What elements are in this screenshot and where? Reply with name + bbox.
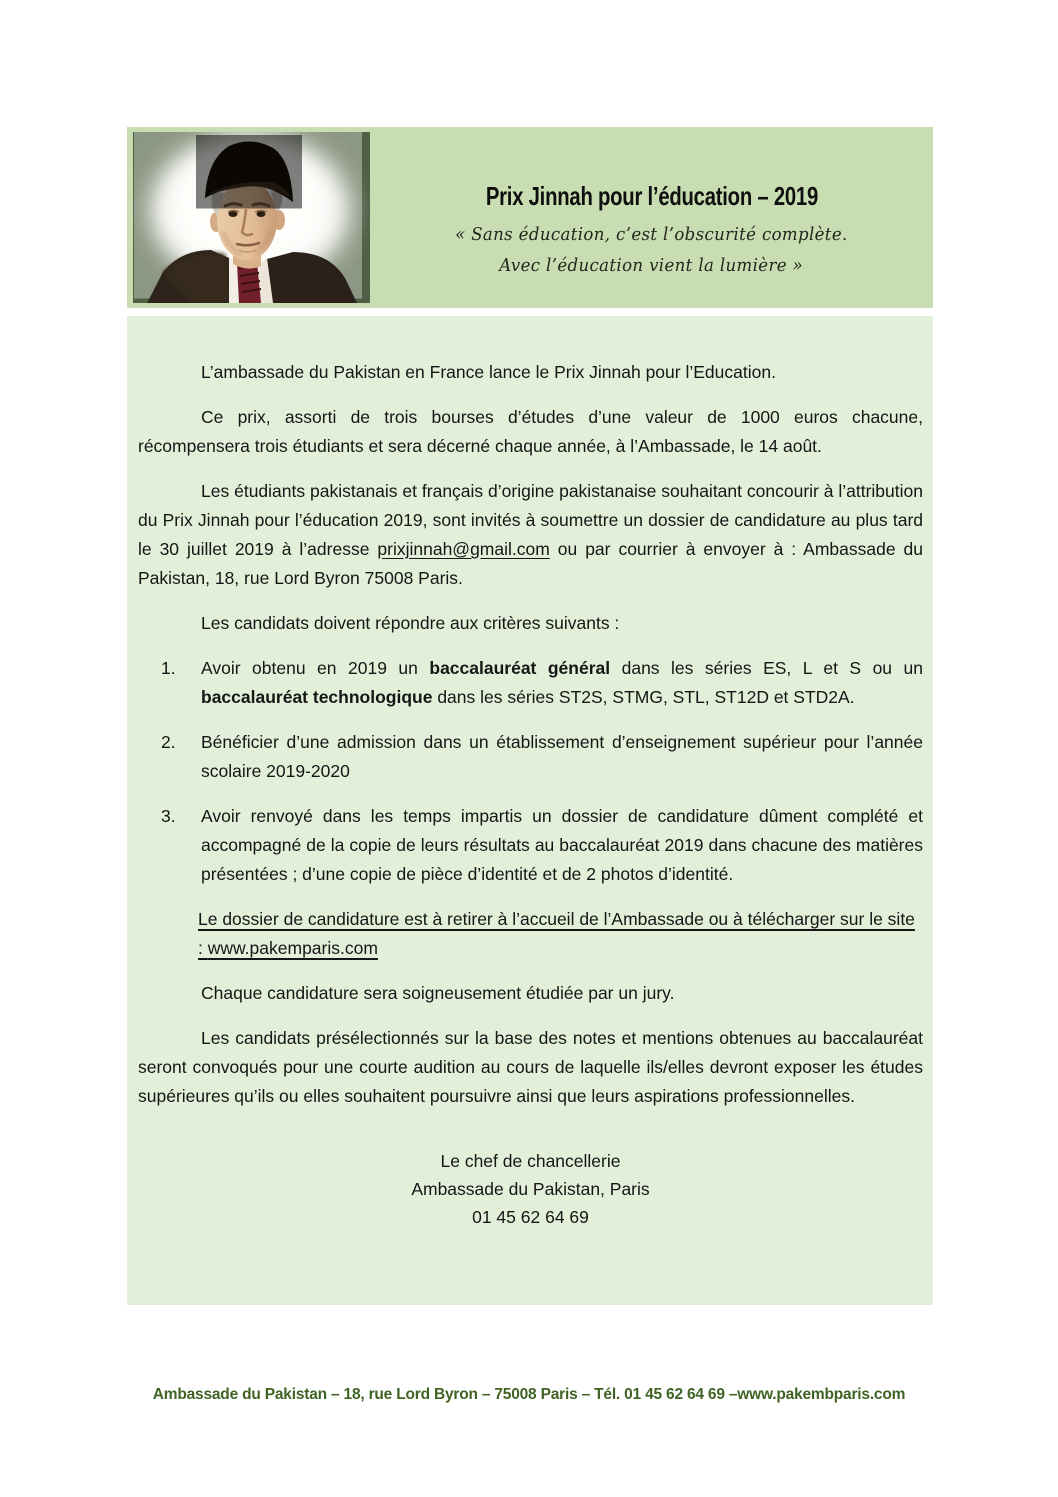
signature-title: Le chef de chancellerie (440, 1151, 621, 1171)
jinnah-portrait-image (133, 132, 370, 303)
dossier-note-text: Le dossier de candidature est à retirer à l’accueil de l’Ambassade ou à télécharger sur le site : (198, 909, 915, 958)
signature-phone: 01 45 62 64 69 (472, 1207, 589, 1227)
list-item-1-text-3: dans les séries ST2S, STMG, STL, ST12D et STD2A. (432, 687, 855, 707)
paragraph-jury: Chaque candidature sera soigneusement étudiée par un jury. (201, 983, 675, 1003)
footer-contact-line: Ambassade du Pakistan – 18, rue Lord Byron – 75008 Paris – Tél. 01 45 62 64 69 –www.pakembparis.com (152, 1386, 906, 1403)
paragraph-eligibility (138, 477, 923, 593)
list-item-1-text: Avoir obtenu en 2019 un (201, 658, 430, 678)
dossier-note (198, 905, 923, 963)
list-item-2 (161, 728, 923, 786)
paragraph-intro: L’ambassade du Pakistan en France lance le Prix Jinnah pour l’Education. (201, 362, 776, 382)
quote-line-1: « Sans éducation, c’est l’obscurité complète. (455, 224, 848, 245)
paragraph-criteria-intro: Les candidats doivent répondre aux critères suivants : (201, 613, 620, 633)
list-item-1-text-2: dans les séries ES, L et S ou un (610, 658, 923, 678)
list-marker-1: 1. (161, 658, 176, 678)
paragraph-prize: Ce prix, assorti de trois bourses d’études d’une valeur de 1000 euros chacune, récompensera trois étudiants et sera décerné chaque année, à l’Ambassade, le 14 août. (138, 407, 923, 456)
document-title: Prix Jinnah pour l’éducation – 2019 (485, 181, 818, 211)
list-item-1-bold-2: baccalauréat technologique (201, 687, 433, 707)
signature-block (138, 1147, 923, 1231)
paragraph-eligibility-text: Les étudiants pakistanais et français d’origine pakistanaise souhaitant concourir à l’attribution du Prix Jinnah pour l’éducation 2019, sont invités à soumettre un dossier de candidature au plus tard le 30 juillet 2019 à l’adresse (138, 481, 923, 559)
paragraph-selection: Les candidats présélectionnés sur la base des notes et mentions obtenues au baccalauréat seront convoqués pour une courte audition au cours de laquelle ils/elles devront exposer les études supérieures qu’ils ou elles souhaitent poursuivre ainsi que leurs aspirations professionnelles. (138, 1028, 923, 1106)
email-link[interactable]: prixjinnah@gmail.com (377, 539, 550, 559)
list-item-2-text: Bénéficier d’une admission dans un établissement d’enseignement supérieur pour l’année scolaire 2019-2020 (201, 732, 923, 781)
signature-organization: Ambassade du Pakistan, Paris (411, 1179, 650, 1199)
list-marker-3: 3. (161, 806, 176, 826)
list-marker-2: 2. (161, 732, 176, 752)
header-banner (127, 127, 933, 308)
website-link[interactable]: www.pakemparis.com (207, 938, 378, 958)
list-item-3-text: Avoir renvoyé dans les temps impartis un dossier de candidature dûment complété et accompagné de la copie de leurs résultats au baccalauréat 2019 dans chacune des matières présentées ; d’une copie de pièce d’identité et de 2 photos d’identité. (201, 806, 923, 884)
header-text-block (370, 127, 933, 308)
list-item-1-bold-1: baccalauréat général (429, 658, 611, 678)
list-item-1 (161, 654, 923, 712)
jinnah-portrait-graphic (133, 132, 370, 303)
content-panel (127, 316, 933, 1305)
quote-line-2: Avec l’éducation vient la lumière » (499, 255, 804, 276)
paragraph-eligibility-tail: ou par courrier à envoyer à : Ambassade du Pakistan, 18, rue Lord Byron 75008 Paris. (138, 539, 923, 588)
list-item-3 (161, 802, 923, 889)
